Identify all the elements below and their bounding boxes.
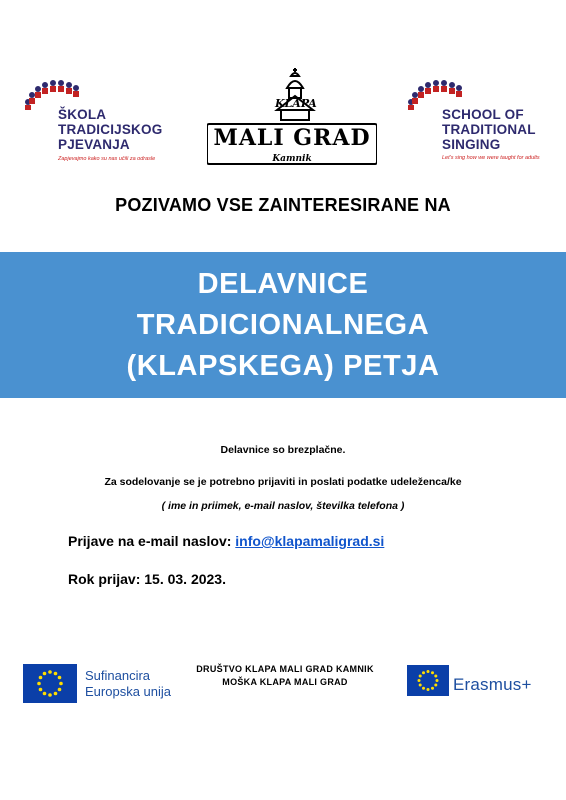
eu-cofunded-text — [85, 668, 171, 700]
logo-name: MALI GRAD — [213, 125, 371, 151]
logo-line: TRADICIJSKOG — [58, 122, 163, 137]
school-logo-english — [405, 74, 565, 169]
free-notice: Delavnice so brezplačne. — [220, 444, 346, 456]
klapa-mali-grad-logo — [207, 66, 377, 166]
eu-text-line: Sufinancira — [85, 668, 151, 683]
logo-tagline: Zapjevajmo kako su nas učili za odrasle — [58, 156, 156, 162]
banner-line: TRADICIONALNEGA — [136, 309, 430, 341]
logo-line: PJEVANJA — [58, 137, 130, 152]
eu-cofunded-logo — [23, 664, 183, 704]
logo-line: ŠKOLA — [58, 107, 107, 122]
organization-line: MOŠKA KLAPA MALI GRAD — [222, 677, 348, 687]
title-banner — [0, 252, 566, 398]
castle-icon — [207, 66, 377, 166]
eu-flag-icon — [23, 664, 77, 703]
logo-line: TRADITIONAL — [442, 122, 536, 137]
organization-names — [180, 663, 390, 689]
erasmus-logo — [407, 665, 557, 705]
school-name-croatian — [58, 107, 162, 152]
application-label: Prijave na e-mail naslov: — [68, 533, 236, 549]
singers-arc-icon — [22, 74, 82, 110]
email-link[interactable]: info@klapamaligrad.si — [235, 533, 385, 549]
singers-arc-icon — [405, 74, 465, 110]
logo-klapa-text: KLAPA — [275, 97, 317, 110]
eu-text-line: Europska unija — [85, 684, 171, 699]
logo-line: SCHOOL OF — [442, 107, 524, 122]
deadline: Rok prijav: 15. 03. 2023. — [68, 571, 226, 587]
invitation-heading: POZIVAMO VSE ZAINTERESIRANE NA — [115, 195, 451, 215]
school-logo-croatian — [22, 74, 182, 169]
erasmus-text: Erasmus+ — [453, 675, 532, 694]
logo-tagline: Let's sing how we were taught for adults — [442, 155, 540, 161]
school-name-english — [442, 107, 536, 152]
logo-line: SINGING — [442, 137, 501, 152]
organization-line: DRUŠTVO KLAPA MALI GRAD KAMNIK — [196, 664, 374, 674]
logo-place: Kamnik — [272, 154, 312, 164]
registration-requirement: Za sodelovanje se je potrebno prijaviti in poslati podatke udeleženca/ke — [104, 476, 462, 488]
application-line — [68, 533, 384, 549]
eu-flag-icon — [407, 665, 449, 696]
banner-line: DELAVNICE — [197, 268, 369, 300]
required-fields: ( ime in priimek, e-mail naslov, številka telefona ) — [161, 500, 405, 512]
banner-line: (KLAPSKEGA) PETJA — [126, 350, 440, 382]
